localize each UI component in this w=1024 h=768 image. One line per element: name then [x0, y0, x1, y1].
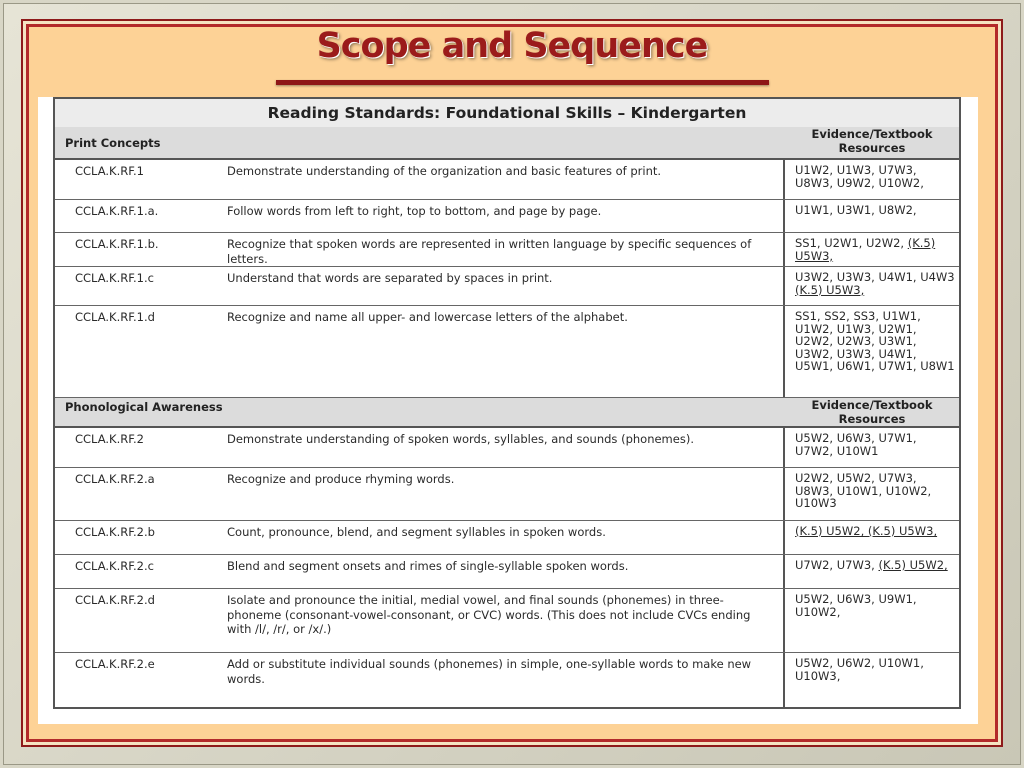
- table-row: [55, 521, 959, 555]
- standard-description: Count, pronounce, blend, and segment syllables in spoken words.: [227, 525, 606, 539]
- evidence-text: U5W2, U6W2, U10W1, U10W3,: [795, 656, 924, 683]
- standard-description: Understand that words are separated by spaces in print.: [227, 271, 553, 285]
- standard-description: Recognize that spoken words are represented in written language by specific sequences of letters.: [227, 237, 752, 266]
- table-row: [55, 589, 959, 653]
- section-header-phonological-awareness: [55, 398, 959, 428]
- evidence-underlined: (K.5) U5W3,: [795, 236, 936, 263]
- evidence-resources: [795, 657, 957, 682]
- standard-code: CCLA.K.RF.2.a: [75, 472, 155, 486]
- evidence-underlined: (K.5) U5W2, (K.5) U5W3,: [795, 524, 938, 538]
- evidence-resources: [795, 432, 957, 457]
- evidence-resources: [795, 237, 957, 262]
- table-row: [55, 428, 959, 468]
- evidence-resources: [795, 271, 957, 296]
- evidence-underlined: (K.5) U5W2,: [878, 558, 948, 572]
- standard-description: Add or substitute individual sounds (phonemes) in simple, one-syllable words to make new words.: [227, 657, 752, 686]
- section-header-print-concepts: [55, 127, 959, 160]
- evidence-column-header: Evidence/Textbook Resources: [811, 398, 933, 426]
- evidence-underlined: (K.5) U5W3,: [795, 282, 865, 297]
- standard-code: CCLA.K.RF.1.d: [75, 310, 155, 324]
- evidence-text: U3W2, U3W3, U4W1, U4W3: [795, 270, 955, 284]
- evidence-text: SS1, U2W1, U2W2,: [795, 236, 905, 250]
- standard-code: CCLA.K.RF.1.a.: [75, 204, 159, 218]
- section-label: Print Concepts: [65, 136, 161, 150]
- evidence-resources: [795, 164, 957, 189]
- evidence-column-header: Evidence/Textbook Resources: [811, 127, 933, 155]
- table-row: [55, 306, 959, 398]
- table-row: [55, 200, 959, 233]
- evidence-text: U1W1, U3W1, U8W2,: [795, 203, 917, 217]
- table-row: [55, 267, 959, 306]
- standard-code: CCLA.K.RF.2.c: [75, 559, 154, 573]
- standard-code: CCLA.K.RF.2.d: [75, 593, 155, 607]
- evidence-resources: [795, 204, 957, 217]
- evidence-text: U7W2, U7W3,: [795, 558, 875, 572]
- evidence-resources: [795, 593, 957, 618]
- evidence-resources: [795, 310, 957, 373]
- table-row: [55, 555, 959, 589]
- evidence-resources: [795, 472, 957, 510]
- evidence-resources: [795, 525, 957, 538]
- standard-code: CCLA.K.RF.1.b.: [75, 237, 159, 251]
- evidence-text: U5W2, U6W3, U7W1, U7W2, U10W1: [795, 431, 917, 458]
- standard-code: CCLA.K.RF.2.e: [75, 657, 155, 671]
- standard-description: Isolate and pronounce the initial, medial vowel, and final sounds (phonemes) in three-phoneme (consonant-vowel-consonant, or CVC) words. (This does not include CVCs ending with /l/, /r/, or /x/.): [227, 593, 751, 636]
- standard-code: CCLA.K.RF.2.b: [75, 525, 155, 539]
- standard-description: Blend and segment onsets and rimes of single-syllable spoken words.: [227, 559, 629, 573]
- table-row: [55, 653, 959, 707]
- standard-description: Recognize and name all upper- and lowercase letters of the alphabet.: [227, 310, 628, 324]
- standard-code: CCLA.K.RF.1.c: [75, 271, 154, 285]
- standard-code: CCLA.K.RF.1: [75, 164, 144, 178]
- table-row: [55, 233, 959, 267]
- evidence-text: U5W2, U6W3, U9W1, U10W2,: [795, 592, 917, 619]
- standard-description: Demonstrate understanding of the organization and basic features of print.: [227, 164, 662, 178]
- evidence-resources: [795, 559, 957, 572]
- table-row: [55, 468, 959, 521]
- standard-description: Recognize and produce rhyming words.: [227, 472, 455, 486]
- standard-code: CCLA.K.RF.2: [75, 432, 144, 446]
- evidence-text: U2W2, U5W2, U7W3, U8W3, U10W1, U10W2, U10W3: [795, 471, 932, 511]
- table-row: [55, 160, 959, 200]
- table-caption: Reading Standards: Foundational Skills – Kindergarten: [55, 99, 959, 129]
- slide-title: Scope and Sequence: [316, 26, 708, 66]
- evidence-text: SS1, SS2, SS3, U1W1, U1W2, U1W3, U2W1, U2W2, U2W3, U3W1, U3W2, U3W3, U4W1, U5W1, U6W1, U7W1, U8W1: [795, 309, 955, 374]
- standard-description: Demonstrate understanding of spoken words, syllables, and sounds (phonemes).: [227, 432, 694, 446]
- evidence-text: U1W2, U1W3, U7W3, U8W3, U9W2, U10W2,: [795, 163, 924, 190]
- standard-description: Follow words from left to right, top to bottom, and page by page.: [227, 204, 602, 218]
- title-underline: [276, 80, 769, 85]
- section-label: Phonological Awareness: [65, 400, 223, 414]
- standards-table: [53, 97, 961, 709]
